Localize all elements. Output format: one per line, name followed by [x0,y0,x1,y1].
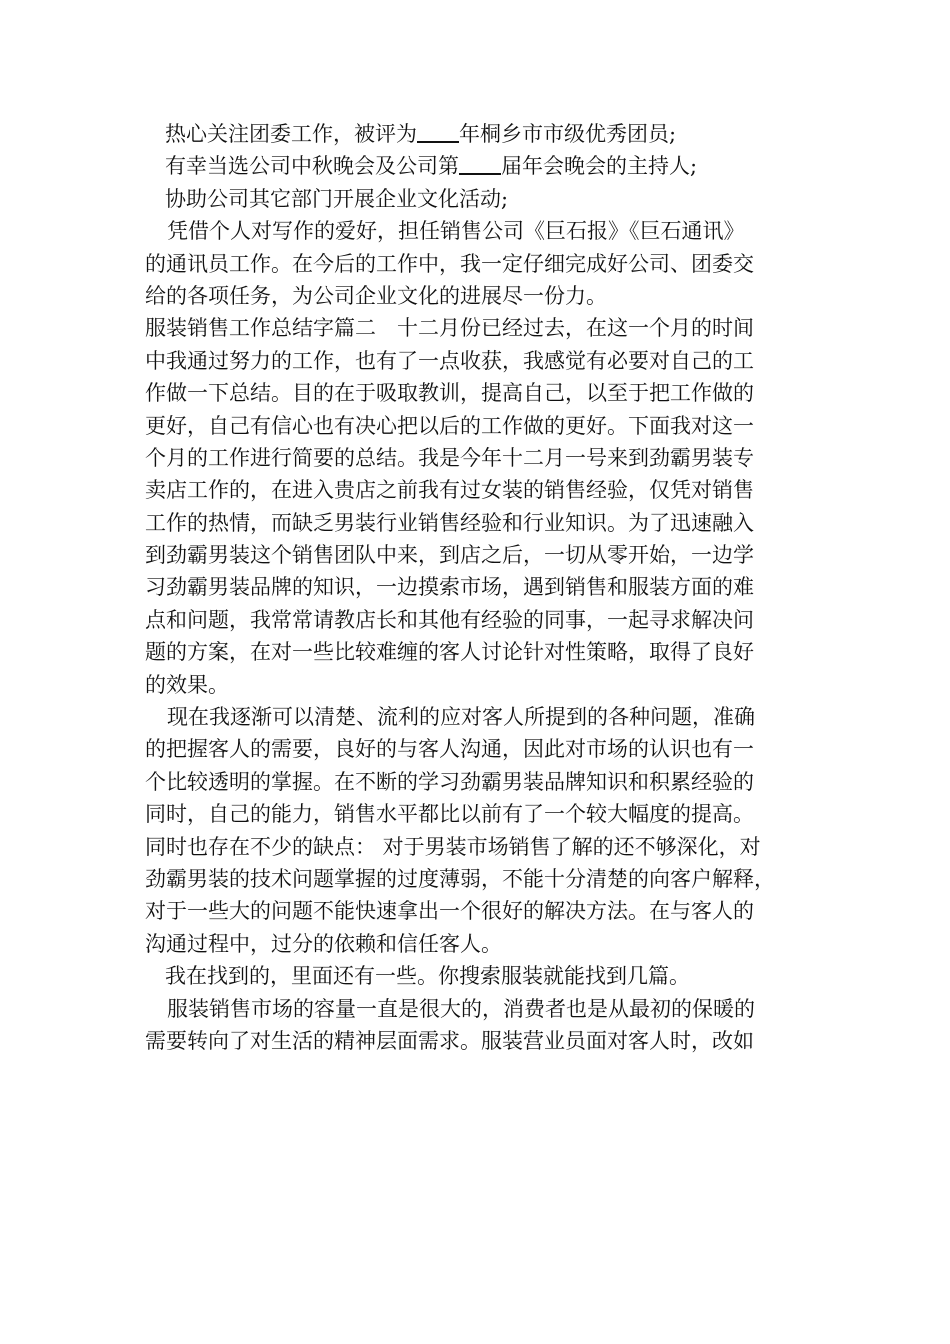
text-line: 服装销售市场的容量一直是很大的，消费者也是从最初的保暖的 [167,996,755,1021]
text-line: 题的方案，在对一些比较难缠的客人讨论针对性策略，取得了良好 [145,640,754,665]
text-segment: 热心关注团委工作，被评为 [165,122,417,146]
text-line: 同时，自己的能力，销售水平都比以前有了一个较大幅度的提高。 [145,802,754,827]
text-line: 个月的工作进行简要的总结。我是今年十二月一号来到劲霸男装专 [145,445,754,470]
text-line: 劲霸男装的技术问题掌握的过度薄弱，不能十分清楚的向客户解释， [145,866,775,891]
text-line: 习劲霸男装品牌的知识，一边摸索市场，遇到销售和服装方面的难 [145,575,754,600]
text-line: 个比较透明的掌握。在不断的学习劲霸男装品牌知识和积累经验的 [145,769,754,794]
text-line: 需要转向了对生活的精神层面需求。服装营业员面对客人时，改如 [145,1028,754,1053]
blank-underline [417,121,459,143]
text-line: 凭借个人对写作的爱好，担任销售公司《巨石报》《巨石通讯》 [167,219,745,244]
text-segment: 有幸当选公司中秋晚会及公司第 [165,154,459,179]
text-line: 到劲霸男装这个销售团队中来，到店之后，一切从零开始，一边学 [145,543,754,568]
text-line: 中我通过努力的工作，也有了一点收获，我感觉有必要对自己的工 [145,348,754,373]
text-line: 的通讯员工作。在今后的工作中，我一定仔细完成好公司、团委交 [145,251,754,276]
text-line: 协助公司其它部门开展企业文化活动; [165,186,509,211]
text-line: 沟通过程中，过分的依赖和信任客人。 [145,931,502,956]
text-line: 现在我逐渐可以清楚、流利的应对客人所提到的各种问题，准确 [167,705,755,730]
text-line: 工作的热情，而缺乏男装行业销售经验和行业知识。为了迅速融入 [145,510,754,535]
text-segment: 年桐乡市市级优秀团员; [459,122,677,146]
text-line: 作做一下总结。目的在于吸取教训，提高自己，以至于把工作做的 [145,381,754,406]
text-line: 我在找到的，里面还有一些。你搜索服装就能找到几篇。 [165,964,690,989]
text-segment: 届年会晚会的主持人; [501,154,698,179]
text-line: 对于一些大的问题不能快速拿出一个很好的解决方法。在与客人的 [145,899,754,924]
text-line: 更好，自己有信心也有决心把以后的工作做的更好。下面我对这一 [145,413,754,438]
text-line: 点和问题，我常常请教店长和其他有经验的同事，一起寻求解决问 [145,607,754,632]
text-line: 的把握客人的需要，良好的与客人沟通，因此对市场的认识也有一 [145,737,754,762]
text-line [145,118,810,150]
text-line: 卖店工作的，在进入贵店之前我有过女装的销售经验，仅凭对销售 [145,478,754,503]
document-body [145,118,810,1057]
text-line: 的效果。 [145,672,229,697]
text-line: 同时也存在不少的缺点： 对于男装市场销售了解的还不够深化，对 [145,834,761,859]
text-line: 服装销售工作总结字篇二 十二月份已经过去，在这一个月的时间 [145,316,754,341]
text-line: 给的各项任务，为公司企业文化的进展尽一份力。 [145,283,607,308]
text-line [145,150,810,182]
blank-underline [459,153,501,175]
